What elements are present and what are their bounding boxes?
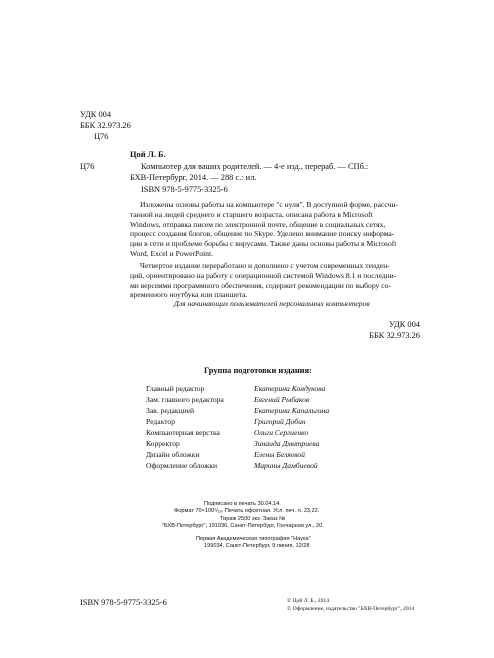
staff-role: Дизайн обложки <box>146 450 200 459</box>
staff-row <box>146 439 446 450</box>
staff-name: Марины Дамбиевой <box>254 461 318 470</box>
book-title-line-1: Компьютер для ваших родителей. — 4-е изд., перераб. — СПб.: <box>141 162 369 171</box>
author-heading: Цой Л. Б. <box>130 150 166 159</box>
imprint-line: Формат 70×100¹/₁₆. Печать офсетная. Усл. печ. л. 23,22. <box>174 508 320 515</box>
staff-row <box>146 395 446 406</box>
annotation-line: Четвертое издание переработано и дополнено с учетом современных тенден- <box>140 261 390 270</box>
bbk-code-top: ББК 32.973.26 <box>80 121 131 130</box>
imprint-line: Подписано в печать 30.04.14. <box>204 501 281 507</box>
annotation-line: Изложены основы работы на компьютере "с нуля". В доступной форме, рассчи- <box>140 200 398 209</box>
staff-name: Екатерина Кондукова <box>254 384 326 393</box>
annotation-line: ции в сети и проблеме борьбы с вирусами. Также даны основы работы в Microsoft <box>130 239 397 249</box>
imprint-line: "БХВ-Петербург", 191036, Санкт-Петербург, Гончарная ул., 20. <box>162 522 324 529</box>
staff-name: Екатерина Капальгина <box>254 406 330 415</box>
staff-role: Зам. главного редактора <box>146 395 224 404</box>
annotation-line: танной на людей среднего и старшего возраста, описана работа в Microsoft <box>130 209 373 219</box>
group-title: Группа подготовки издания: <box>204 366 312 375</box>
staff-list <box>146 384 446 474</box>
staff-role: Зав. редакцией <box>146 406 195 415</box>
staff-row <box>146 406 446 417</box>
annotation-line: процесс создания блогов, общение по Skype. Уделено внимание поиску информа- <box>130 229 395 239</box>
annotation-line: ми версиями программного обеспечения, содержит рекомендации по выбору со- <box>130 280 391 290</box>
isbn-record: ISBN 978-5-9775-3325-6 <box>141 185 228 194</box>
udk-code-top: УДК 004 <box>80 110 112 119</box>
imprint-block <box>150 501 350 551</box>
staff-row <box>146 428 446 439</box>
imprint-line: 199034, Санкт-Петербург, 9 линия, 12/28 <box>204 543 310 550</box>
isbn-bottom: ISBN 978-5-9775-3325-6 <box>80 598 167 607</box>
annotation-line: Windows, отправка писем по электронной почте, общение в социальных сетях, <box>130 219 386 229</box>
staff-name: Ольги Сергиенко <box>254 428 309 437</box>
staff-name: Елены Беляевой <box>254 450 305 459</box>
annotation-line: Word, Excel и PowerPoint. <box>130 248 213 258</box>
annotation-paragraph-1 <box>130 200 419 259</box>
staff-role: Редактор <box>146 417 176 426</box>
copyright-publisher: © Оформление, издательство "БХВ-Петербург", 2014 <box>287 606 415 612</box>
bbk-code-right: ББК 32.973.26 <box>369 331 420 340</box>
udk-code-right: УДК 004 <box>388 320 420 329</box>
staff-row <box>146 384 446 395</box>
staff-name: Зинаида Дмитриева <box>254 439 320 448</box>
staff-role: Оформление обложки <box>146 461 218 470</box>
audience-note: Для начинающих пользователей персональных компьютеров <box>174 299 370 308</box>
staff-name: Григорий Добин <box>254 417 306 426</box>
annotation-line: ций, ориентировано на работу с операционной системой Windows 8.1 и последни- <box>130 270 397 280</box>
cutter-code-top: Ц76 <box>94 132 109 141</box>
annotation-paragraph-2 <box>130 261 419 300</box>
staff-role: Главный редактор <box>146 384 205 393</box>
staff-row <box>146 461 446 472</box>
staff-role: Корректор <box>146 439 180 448</box>
staff-row <box>146 417 446 428</box>
annotation-line: временного ноутбука или планшета. <box>130 290 248 300</box>
staff-name: Евгений Рыбаков <box>254 395 310 404</box>
staff-role: Компьютерная верстка <box>146 428 220 437</box>
copyright-author: © Цой Л. Б., 2014 <box>287 598 329 604</box>
cutter-code-side: Ц76 <box>80 162 95 171</box>
imprint-line: Первая Академическая типография "Наука" <box>196 536 311 543</box>
staff-row <box>146 450 446 461</box>
imprint-line: Тираж 2500 экз. Заказ № <box>220 515 286 522</box>
book-title-line-2: БХВ-Петербург, 2014. — 288 с.: ил. <box>130 173 257 182</box>
